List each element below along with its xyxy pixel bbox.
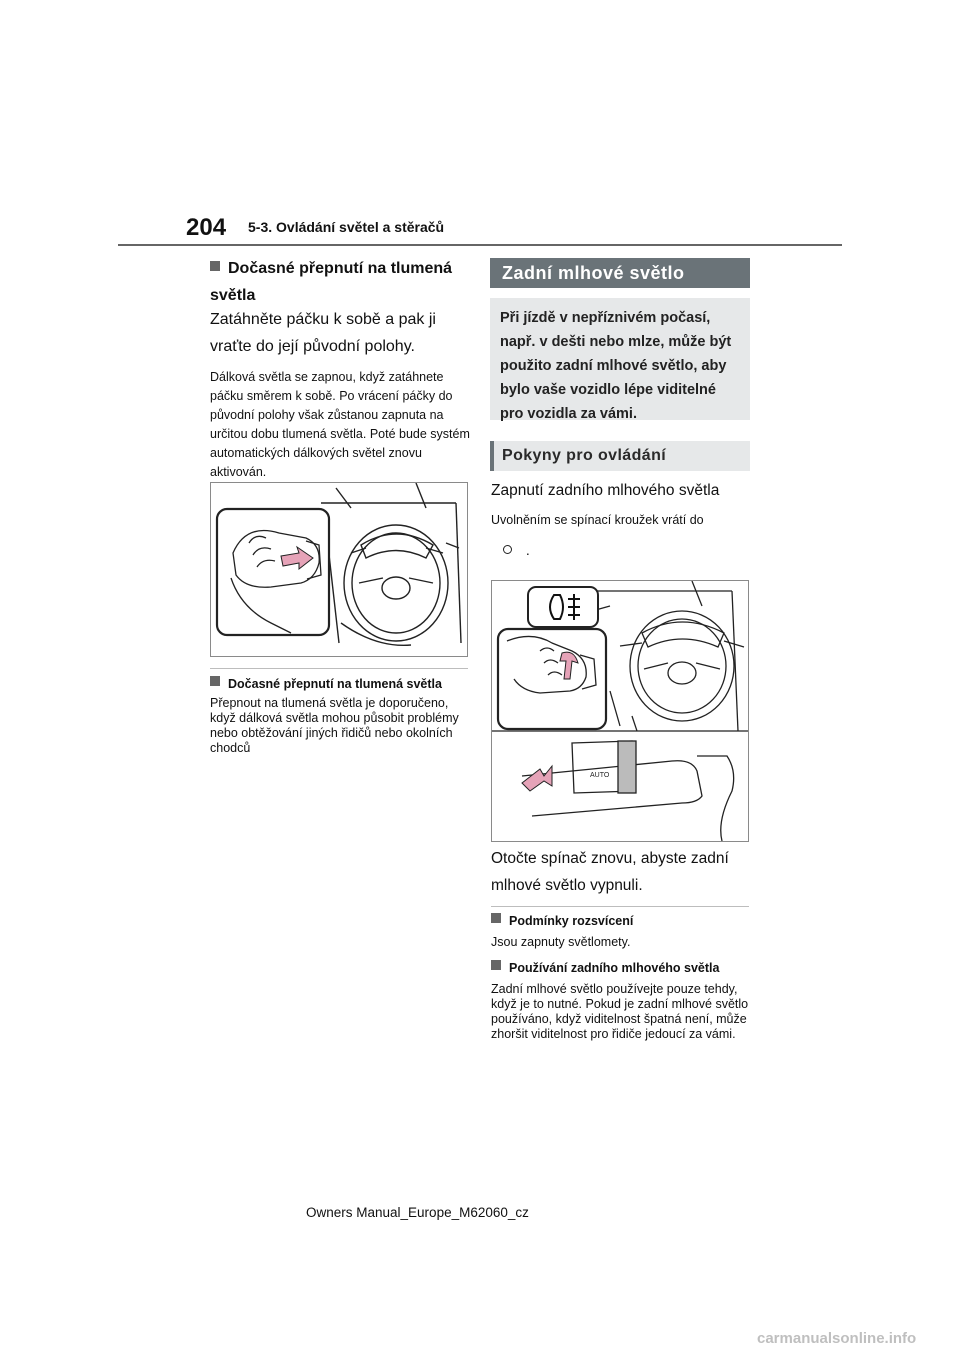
- square-bullet-icon: [210, 676, 220, 686]
- left-heading: Dočasné přepnutí na tlumená světla: [210, 260, 453, 304]
- note-rule: [210, 668, 468, 669]
- right-note-2: Používání zadního mlhového světla Zadní mlhové světlo používejte pouze tehdy, když je to nutné. Pokud je zadní mlhové světlo používáno, když viditelnost špatná není, může zhoršit viditelnost pro řidiče jedoucí za vámi.: [491, 961, 749, 1041]
- footer-text: Owners Manual_Europe_M62060_cz: [306, 1205, 529, 1220]
- step-text: Uvolněním se spínací kroužek vrátí do: [491, 513, 704, 527]
- square-bullet-icon: [491, 960, 501, 970]
- right-note-1: Podmínky rozsvícení Jsou zapnuty světlomety.: [491, 914, 634, 949]
- watermark: carmanualsonline.info: [757, 1330, 917, 1347]
- left-description: Dálková světla se zapnou, když zatáhnete páčku směrem k sobě. Po vrácení páčky do původní polohy však zůstanou zapnuta na určitou dobu tlumená světla. Poté bude systém automatických dálkových světel znovu aktivován.: [210, 370, 470, 479]
- figure-pull-lever: [210, 482, 468, 657]
- left-note-text: Přepnout na tlumená světla je doporučeno, když dálková světla mohou působit problémy nebo obtěžování jiných řidičů nebo okolních chodců: [210, 696, 459, 755]
- note-rule-right: [491, 906, 749, 907]
- section-title: 5-3. Ovládání světel a stěračů: [248, 219, 445, 235]
- figure-rear-fog-switch: [491, 580, 749, 842]
- left-instruction: Zatáhněte páčku k sobě a pak ji vraťte do její původní polohy.: [210, 311, 436, 355]
- instruction-off: Otočte spínač znovu, abyste zadní mlhové světlo vypnuli.: [491, 850, 729, 894]
- banner-instructions: Pokyny pro ovládání: [490, 441, 750, 471]
- square-bullet-icon: [491, 913, 501, 923]
- step-title: Zapnutí zadního mlhového světla: [491, 482, 720, 499]
- page-number: 204: [186, 214, 227, 241]
- square-bullet-icon: [210, 261, 220, 271]
- banner-rear-fog: Zadní mlhové světlo: [490, 258, 750, 288]
- step-symbol: .: [503, 542, 530, 558]
- header-rule: [118, 244, 842, 246]
- intro-box: Při jízdě v nepříznivém počasí, např. v dešti nebo mlze, může být použito zadní mlhové světlo, aby bylo vaše vozidlo lépe viditelné pro vozidla za vámi.: [490, 298, 750, 420]
- circle-symbol-icon: [503, 545, 512, 554]
- auto-label: AUTO: [590, 772, 610, 779]
- left-note: Dočasné přepnutí na tlumená světla Přepnout na tlumená světla je doporučeno, když dálková světla mohou působit problémy nebo obtěžování jiných řidičů nebo okolních chodců: [210, 676, 472, 756]
